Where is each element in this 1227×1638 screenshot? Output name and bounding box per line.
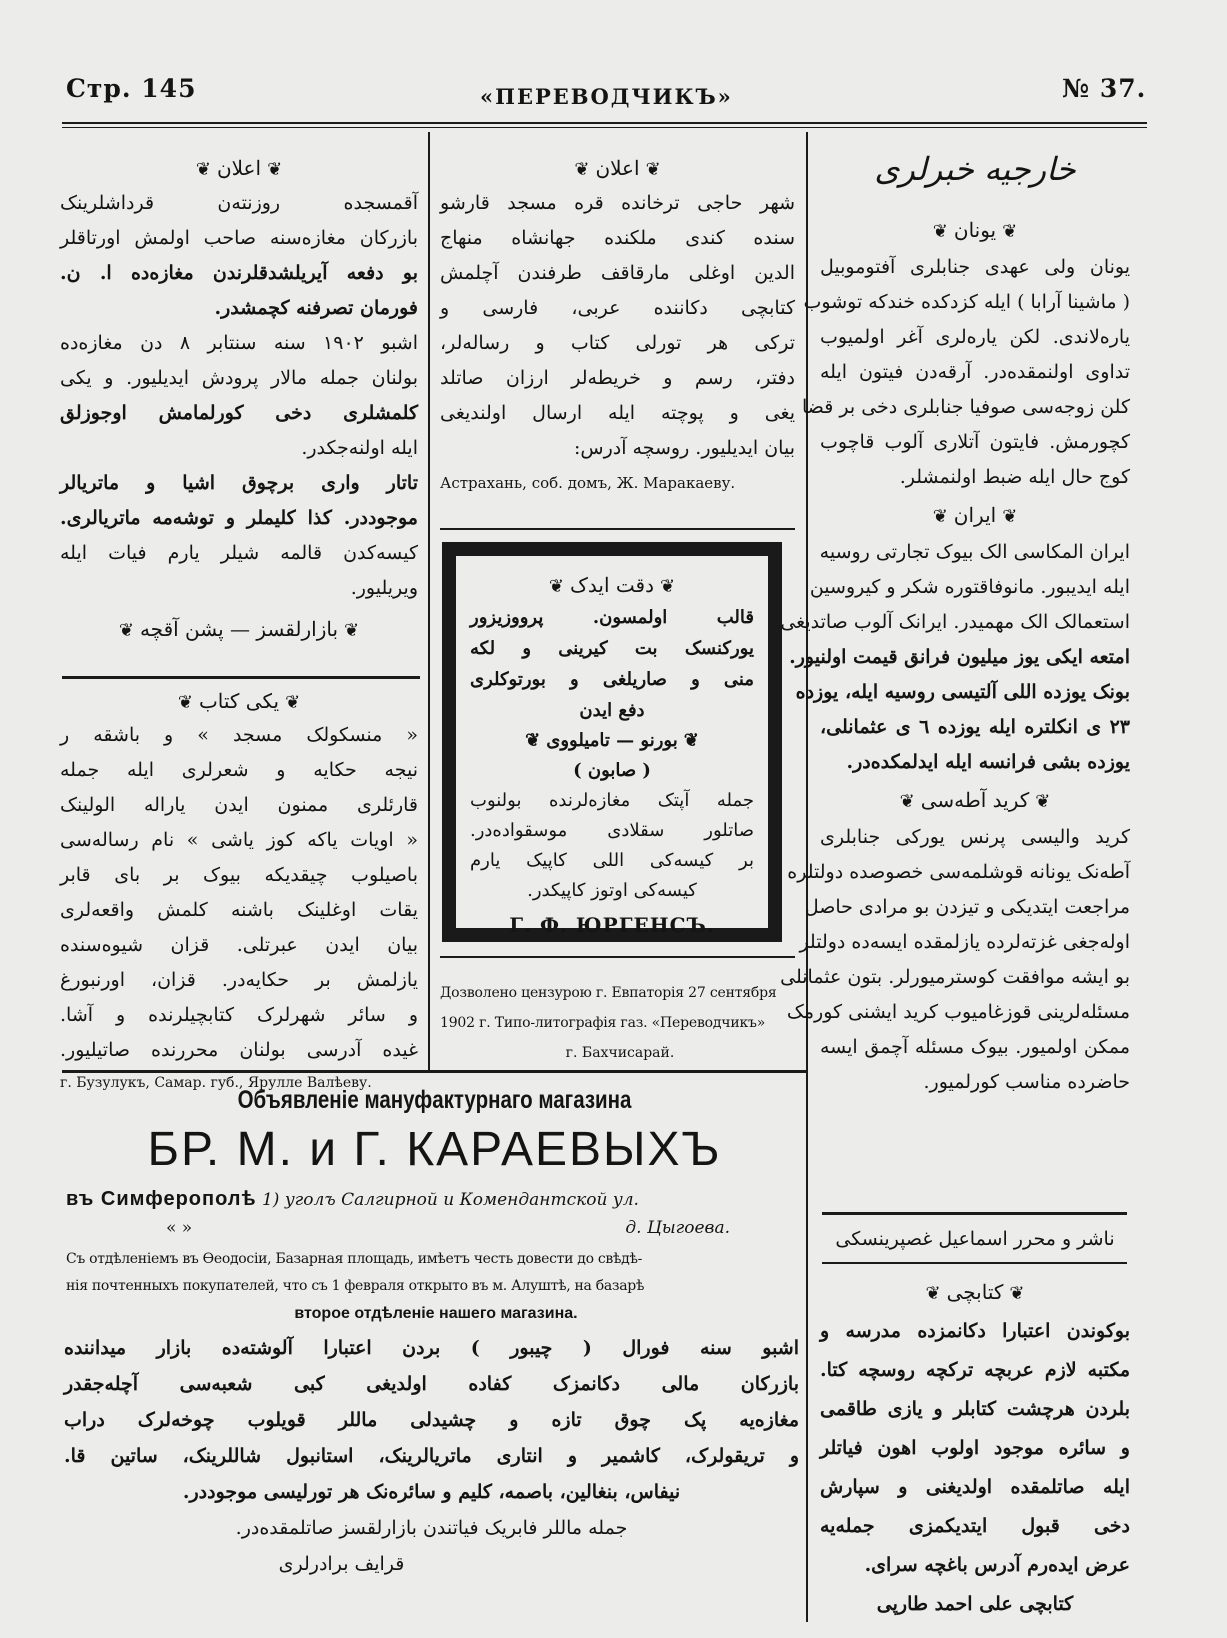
bottom-ad-store-name: БР. М. и Г. КАРАЕВЫХЪ <box>147 1123 722 1176</box>
notice-line: второе отдѣленіе нашего магазина. <box>294 1305 578 1322</box>
ad-line: فورمان تصرفنە کچمشدر. <box>214 297 418 319</box>
bookseller-line: مکتبە لازم عربچە ترکچە روسچە کتا. <box>820 1359 1130 1381</box>
news-line: اولەجغی غزتەلردە یازلمقدە ایسەدە دولتلر <box>799 931 1130 953</box>
news-line: یوزدە بشی فرانسە ایلە ایدلمکدەدر. <box>846 751 1130 773</box>
ornament-icon: ❦ <box>932 506 948 527</box>
censor-line: 1902 г. Типо-литографія газ. «Переводчикъ» <box>440 1015 766 1031</box>
bookseller-heading: ❦ کتابچی ❦ <box>820 1272 1130 1312</box>
ad-line: بیان ایدیلیور. روسچە آدرس: <box>574 437 795 459</box>
ad-line: سندە کندی ملکندە جهانشاە منهاج <box>440 227 795 249</box>
bottom-ad-intro: Объявленіе мануфактурнаго магазина <box>237 1086 632 1114</box>
soap-ad-heading: ❦ دقت ایدک ❦ <box>470 568 754 602</box>
ornament-icon: ❦ <box>285 692 301 713</box>
ad-line: یازلمش بر حکایەدر. قزان، اورنبورغ <box>60 969 418 991</box>
bottom-ad-line: بازرکان مالی دکانمزک کفادە اولدیغی کبی شعبەسی آچلەجقدر <box>64 1373 799 1395</box>
ornament-icon: ❦ <box>525 730 541 751</box>
ad-line: موجوددر. کذا کلیملر و توشەمە ماتریالری. <box>60 507 418 529</box>
ad-heading: ❦ یکی کتاب ❦ <box>60 684 418 718</box>
middle-rule-1 <box>440 528 795 530</box>
bottom-ad-line: اشبو سنە فورال ( چیبور ) بردن اعتبارا آلوشتەدە بازار میدانندە <box>64 1337 799 1359</box>
ad-line: کتابچی دکانندە عربی، فارسی و <box>440 297 795 319</box>
ornament-icon: ❦ <box>344 620 360 641</box>
bottom-ad-line: نیفاس، بنغالین، باصمە، کلیم و سائرەنک هر تورلیسی موجوددر. <box>182 1481 681 1503</box>
bookseller-line: ایلە صاتلمقدە اولدیغنی و سپارش <box>820 1476 1130 1498</box>
news-line: کلن زوجەسی صوفیا جنابلری دخی بر قضا <box>802 396 1130 418</box>
foreign-news-title: خارجیه خبرلری <box>874 150 1076 188</box>
soap-ad-line: منی و صاریلغی و بورتوکلری <box>470 669 754 690</box>
soap-ad-line: قالب اولمسون. پرووزیزور <box>470 607 754 628</box>
ad-line: آقمسجدە روزنتەن قرداشلرینک <box>60 192 418 214</box>
section-heading-greece: ❦ یونان ❦ <box>820 210 1130 250</box>
ornament-icon: ❦ <box>548 576 564 597</box>
news-line: امتعه ایکی یوز میلیون فرانق قیمت اولنیور. <box>789 646 1130 668</box>
bottom-ad-address <box>66 1188 806 1211</box>
ornament-icon: ❦ <box>899 791 915 812</box>
ornament-icon: ❦ <box>1002 221 1018 242</box>
ad-line: نیجە حکایە و شعرلری ایلە جملە <box>60 759 418 781</box>
ad-footer: ❦بازارلقسز — پشن آقچە❦ <box>60 612 418 646</box>
ad-line: « اویات یاکە کوز یاشی » نام رسالەسی <box>60 829 418 851</box>
ad-line: شهر حاجی ترخاندە قرە مسجد قارشو <box>440 192 795 214</box>
soap-ad-line: صاتلور سقلادی موسقوادەدر. <box>470 820 754 841</box>
bottom-ad-city: въ Симферополѣ <box>66 1188 257 1210</box>
ad-line: بو دفعە آیریلشدقلرندن مغازەدە ا. ن. <box>60 262 418 284</box>
notice-line: Съ отдѣленіемъ въ Ѳеодосіи, Базарная площадь, имѣетъ честь довести до свѣдѣ- <box>66 1251 643 1267</box>
bottom-ad-signature: قرایف برادرلری <box>278 1553 405 1575</box>
news-line: تداوی اولنمقدەدر. آرقەدن فیتون ایله <box>820 361 1130 383</box>
bottom-ad-address-2 <box>66 1218 806 1238</box>
soap-ad-line: دفع ایدن <box>579 700 645 721</box>
ornament-icon: ❦ <box>195 159 211 180</box>
ad-line: اشبو ۱۹۰۲ سنە سنتابر ۸ دن مغازەدە <box>60 332 419 354</box>
soap-ad-line: بر کیسەکی اللی کاپیک یارم <box>470 850 754 871</box>
ad-line: ویریلیور. <box>350 577 418 599</box>
ad-line: بازرکان مغازەسنە صاحب اولمش اورتاقلر <box>60 227 418 249</box>
news-line: مراجعت ایتدیکی و تیزدن بو مرادی حاصل <box>804 896 1130 918</box>
ornament-icon: ❦ <box>177 692 193 713</box>
ornament-icon: ❦ <box>659 576 676 597</box>
ornament-icon: ❦ <box>925 1283 941 1304</box>
header-rule-thin <box>62 127 1147 128</box>
ad-line: کلمشلری دخی کورلمامش اوجوزلق <box>60 402 418 424</box>
news-line: ایله ایدیبور. مانوفاقتوره شکر و کیروسین <box>809 576 1130 598</box>
ornament-icon: ❦ <box>1002 506 1018 527</box>
ad-address: г. Бузулукъ, Самар. губ., Ярулле Валѣеву. <box>60 1075 372 1091</box>
ornament-icon: ❦ <box>118 620 134 641</box>
section-heading-iran: ❦ ایران ❦ <box>820 495 1130 535</box>
news-line: کرید والیسی پرنس یورکی جنابلری <box>820 826 1130 848</box>
column-divider-left <box>428 132 430 1070</box>
bottom-ad-arabic <box>64 1330 799 1582</box>
soap-ad-line: کیسەکی اوتوز کاپیکدر. <box>527 880 697 901</box>
ad-line: کیسەکدن قالمە شیلر یارم فیات ایلە <box>60 542 418 564</box>
ornament-icon: ❦ <box>683 730 699 751</box>
censor-line: г. Бахчисарай. <box>565 1045 675 1061</box>
bottom-ad-line: و تریقولرک، کاشمیر و انتاری ماتریالرینک، استانبول شاللرینک، ساتین قا. <box>64 1445 799 1467</box>
news-line: بونک یوزده اللی آلتیسی روسیه ایله، یوزده <box>795 681 1130 703</box>
bottom-ad-house: д. Цыгоева. <box>625 1218 730 1238</box>
news-line: آطەنک یونانە قوشلمەسی خصوصدە دولتلرە <box>787 861 1130 883</box>
ad-heading: ❦ اعلان ❦ <box>60 150 418 186</box>
soap-ad-line: یورکنسک بت کیرینی و لکە <box>470 638 754 659</box>
ad-line: باصیلوب چیقدیکە بیوک بر بای قابر <box>60 864 418 886</box>
middle-rule-2 <box>440 956 795 958</box>
ornament-icon: ❦ <box>1009 1283 1025 1304</box>
ornament-icon: ❦ <box>574 159 590 180</box>
ad-address: Астрахань, соб. домъ, Ж. Маракаеву. <box>440 474 736 492</box>
bottom-ad-street: 1) уголъ Салгирной и Комендантской ул. <box>261 1190 639 1210</box>
news-line: بو ایشە موافقت کوسترمیورلر. بتون عثمانلی <box>780 966 1130 988</box>
bookseller-line: و سائرە موجود اولوب اهون فیاتلر <box>820 1437 1130 1459</box>
ad-line: « منسکولک مسجد » و باشقە ر <box>60 724 418 746</box>
soap-product-name: ❦ بورنو — تامیلووی ❦ <box>470 726 754 756</box>
astrakhan-ad <box>440 150 795 498</box>
news-line: کوج حال ایله ضبط اولنمشلر. <box>899 466 1130 488</box>
ad-line: و سائر شهرلرک کتابچیلرندە و آشا. <box>60 1004 418 1026</box>
ad-line: بیان ایدن عبرتلی. قزان شیوەسندە <box>60 934 418 956</box>
ad-line: الدین اوغلی مارقاقف طرفندن آچلمش <box>440 262 795 284</box>
ad-line: ترکی هر تورلی کتاب و رسالەلر، <box>440 332 795 354</box>
bookseller-line: بلردن هرچشت کتابلر و یازی طاقمی <box>820 1398 1130 1420</box>
page-number: Стр. 145 <box>66 74 197 103</box>
ad-line: ایلە اولنەجکدر. <box>301 437 418 459</box>
ad-heading: ❦ اعلان ❦ <box>440 150 795 186</box>
censor-note <box>440 978 800 1068</box>
foreign-news-body <box>780 210 1130 1100</box>
publisher-rule-top <box>822 1212 1127 1215</box>
ad-line: یقات اوغلینک باشنە کلمش واقعەلری <box>60 899 418 921</box>
ad-line: یغی و پوچتە ایلە ارسال اولندیغی <box>440 402 795 424</box>
soap-ad-line: جملە آپتک مغازەلرندە بولنوب <box>470 790 754 811</box>
bookseller-line: دخی قبول ایتدیکمزی جملەیە <box>820 1515 1130 1537</box>
ad-line: بولنان جملە مالار پرودش ایدیلیور. و یکی <box>60 367 418 389</box>
news-line: کچورمش. فایتون آتلاری آلوب قاچوب <box>820 431 1130 453</box>
newspaper-title: «ПЕРЕВОДЧИКЪ» <box>480 84 733 109</box>
ornament-icon: ❦ <box>645 159 661 180</box>
header-rule <box>62 122 1147 124</box>
news-line: استعمالک الک مهمیدر. ایرانک آلوب صاتدیغی <box>780 611 1130 633</box>
publisher-rule-bottom <box>822 1262 1127 1264</box>
soap-product-type: ( صابون ) <box>573 760 651 781</box>
news-line: مسئلەلرینی قوزغامیوب کرید ایشنی کورمک <box>786 1001 1130 1023</box>
left-rule-1 <box>62 676 420 679</box>
ad-line: غیدە آدرسی بولنان محررندە صاتیلیور. <box>60 1039 418 1061</box>
news-line: ۲۳ ی انکلترە ایلە یوزدە ٦ ی عثمانلی، <box>820 716 1130 738</box>
soap-ad-box <box>442 542 782 942</box>
bookseller-ad <box>820 1272 1130 1624</box>
censor-line: Дозволено цензурою г. Евпаторія 27 сентября <box>440 985 777 1001</box>
news-line: ایران المکاسی الک بیوک تجارتی روسیه <box>819 541 1130 563</box>
notice-line: нія почтенныхъ покупателей, что съ 1 февраля открыто въ м. Алуштѣ, на базарѣ <box>66 1278 645 1294</box>
bottom-ad-notice <box>66 1246 806 1327</box>
ad-line: قارئلری ممنون ایدن یارالە الولینک <box>60 794 418 816</box>
ad-line: دفتر، رسم و خریطەلر ارزان صاتلد <box>440 367 795 389</box>
bottom-ad-line: جملە ماللر فابریک فیاتندن بازارلقسز صاتلمقدەدر. <box>235 1517 628 1539</box>
news-line: ممکن اولمیور. بیوک مسئلە آچمق ایسە <box>820 1036 1130 1058</box>
ornament-icon: ❦ <box>1035 791 1051 812</box>
ad-line: تاتار واری برچوق اشیا و ماتریالر <box>60 472 418 494</box>
bookseller-line: بوکوندن اعتبارا دکانمزدە مدرسە و <box>820 1320 1130 1342</box>
news-line: یارەلاندی. لکن یارەلری آغر اولمیوب <box>820 326 1130 348</box>
news-line: حاضردە مناسب کورلمیور. <box>923 1071 1130 1093</box>
ornament-icon: ❦ <box>267 159 283 180</box>
publisher-line: ناشر و محرر اسماعیل غصپرینسکی <box>835 1228 1115 1250</box>
bookseller-signature: کتابچی علی احمد طارپی <box>876 1593 1074 1615</box>
ornament-icon: ❦ <box>932 221 948 242</box>
new-book-ad <box>60 684 418 1098</box>
bookseller-line: عرض ایدەرم آدرس باغچە سرای. <box>864 1554 1130 1576</box>
bottom-ad-line: مغازەیە پک چوق تازە و چشیدلی ماللر قویلوب چوخەلرک دراب <box>64 1409 799 1431</box>
akmesjid-ad <box>60 150 418 646</box>
news-line: ( ماشینا آرابا ) ایله کزدکده خندکه توشوب <box>803 291 1130 313</box>
bottom-ad-ditto: « » <box>166 1218 193 1238</box>
news-line: یونان ولی عهدی جنابلری آفتوموبیل <box>820 256 1130 278</box>
soap-ad-signature: Г. Ф. ЮРГЕНСЪ. <box>509 913 715 937</box>
section-heading-crete: ❦ کرید آطەسی ❦ <box>820 780 1130 820</box>
bottom-ad-rule <box>62 1070 807 1073</box>
issue-number: № 37. <box>1062 74 1147 103</box>
